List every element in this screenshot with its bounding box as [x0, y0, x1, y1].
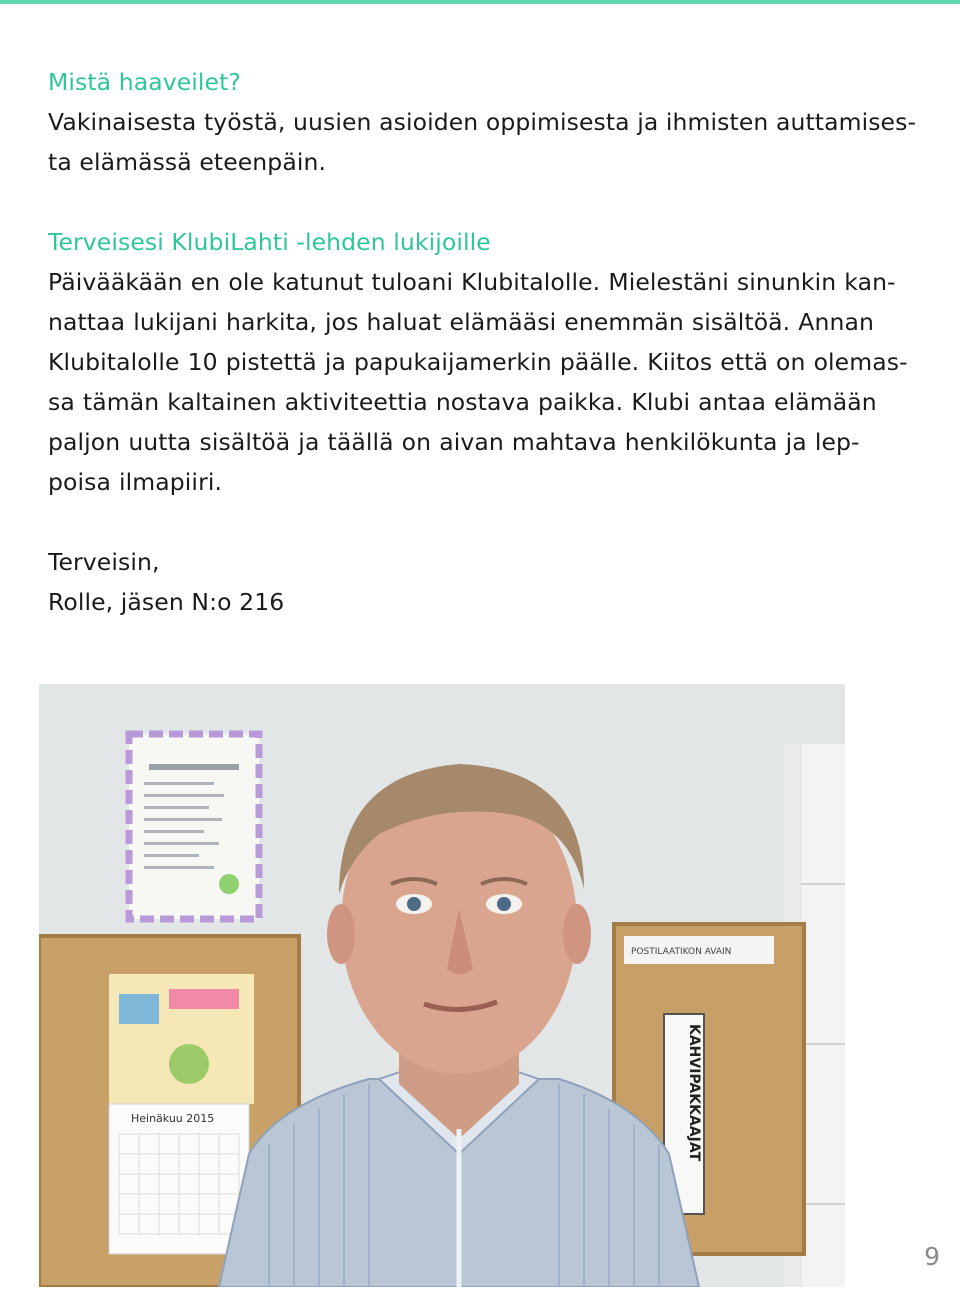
paragraph-spacer — [48, 502, 928, 542]
portrait-illustration — [39, 684, 845, 1287]
signoff: Terveisin, — [48, 548, 160, 576]
page-number: 9 — [924, 1242, 940, 1271]
wall-calendar — [109, 1104, 249, 1254]
portrait-photo — [39, 684, 845, 1287]
greeting-line-5: paljon uutta sisältöä ja täällä on aivan mahtava henkilökunta ja lep- — [48, 428, 860, 456]
calendar-title: Heinäkuu 2015 — [131, 1112, 215, 1125]
greeting-line-2: nattaa lukijani harkita, jos haluat elämääsi enemmän sisältöä. Annan — [48, 308, 874, 336]
top-accent-rule — [0, 0, 960, 4]
ribbon-poster — [129, 734, 259, 919]
article-text — [48, 62, 928, 622]
dream-heading: Mistä haaveilet? — [48, 68, 241, 96]
greeting-line-3: Klubitalolle 10 pistettä ja papukaijamerkin päälle. Kiitos että on olemas- — [48, 348, 908, 376]
dream-line-1: Vakinaisesta työstä, uusien asioiden oppimisesta ja ihmisten auttamises- — [48, 108, 917, 136]
greeting-line-6: poisa ilmapiiri. — [48, 468, 223, 496]
paragraph-spacer — [48, 182, 928, 222]
greeting-heading: Terveisesi KlubiLahti -lehden lukijoille — [48, 228, 491, 256]
greeting-line-4: sa tämän kaltainen aktiviteettia nostava paikka. Klubi antaa elämään — [48, 388, 877, 416]
sign-text: KAHVIPAKKAAJAT — [686, 1024, 702, 1162]
signature: Rolle, jäsen N:o 216 — [48, 588, 285, 616]
dream-line-2: ta elämässä eteenpäin. — [48, 148, 327, 176]
greeting-line-1: Päivääkään en ole katunut tuloani Klubitalolle. Mielestäni sinunkin kan- — [48, 268, 896, 296]
board-label: POSTILAATIKON AVAIN — [631, 947, 732, 957]
